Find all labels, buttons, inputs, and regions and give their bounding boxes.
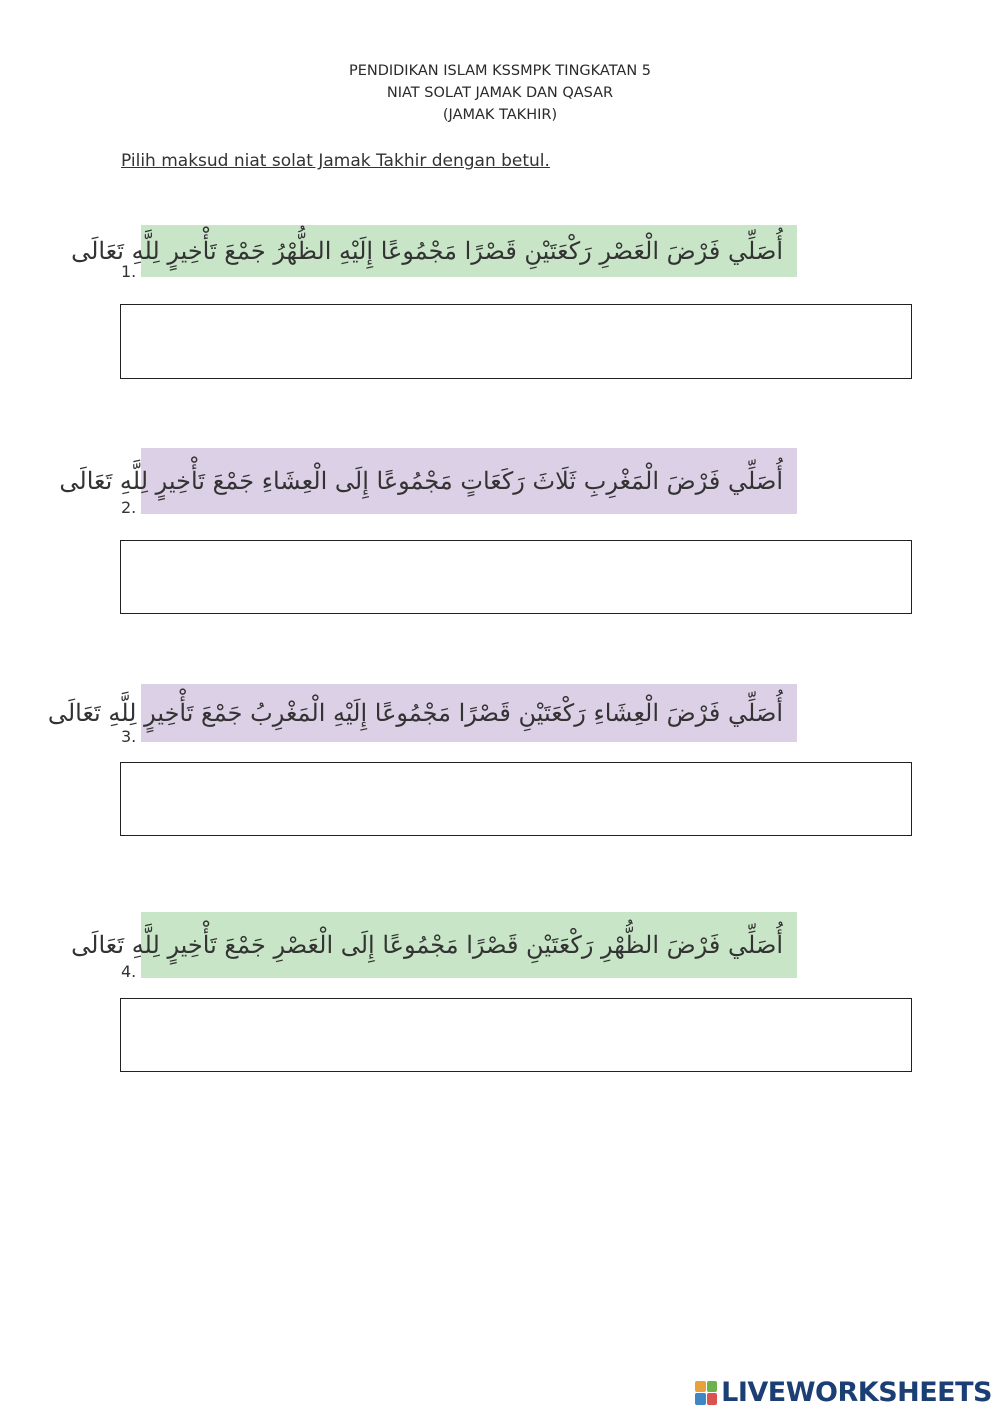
arabic-niat-banner-3: أُصَلِّي فَرْضَ الْعِشَاءِ رَكْعَتَيْنِ قَصْرًا مَجْمُوعًا إِلَيْهِ الْمَغْرِبُ جَمْعَ تَأْخِيرٍ لِلَّهِ تَعَالَى <box>141 684 797 742</box>
header-line-3: (JAMAK TAKHIR) <box>442 107 558 123</box>
question-number-3: 3. <box>121 727 137 746</box>
brand-name: LIVEWORKSHEETS <box>721 1377 992 1408</box>
header-line-2: NIAT SOLAT JAMAK DAN QASAR <box>386 85 614 101</box>
question-number-1: 1. <box>121 262 137 281</box>
question-number-2: 2. <box>121 498 137 517</box>
header-line-1: PENDIDIKAN ISLAM KSSMPK TINGKATAN 5 <box>348 63 652 79</box>
worksheet-header <box>0 60 1000 126</box>
arabic-niat-banner-2: أُصَلِّي فَرْضَ الْمَغْرِبِ ثَلَاثَ رَكَعَاتٍ مَجْمُوعًا إِلَى الْعِشَاءِ جَمْعَ تَأْخِيرٍ لِلَّهِ تَعَالَى <box>141 448 797 514</box>
answer-box-1[interactable] <box>120 304 912 379</box>
question-number-4: 4. <box>121 962 137 981</box>
liveworksheets-brand <box>695 1377 992 1408</box>
arabic-niat-banner-1: أُصَلِّي فَرْضَ الْعَصْرِ رَكْعَتَيْنِ قَصْرًا مَجْمُوعًا إِلَيْهِ الظُّهْرُ جَمْعَ تَأْخِيرٍ لِلَّهِ تَعَالَى <box>141 225 797 277</box>
answer-box-2[interactable] <box>120 540 912 614</box>
answer-box-3[interactable] <box>120 762 912 836</box>
arabic-niat-banner-4: أُصَلِّي فَرْضَ الظُّهْرِ رَكْعَتَيْنِ قَصْرًا مَجْمُوعًا إِلَى الْعَصْرِ جَمْعَ تَأْخِيرٍ لِلَّهِ تَعَالَى <box>141 912 797 978</box>
liveworksheets-logo-icon <box>695 1381 717 1405</box>
answer-box-4[interactable] <box>120 998 912 1072</box>
instruction-text: Pilih maksud niat solat Jamak Takhir dengan betul. <box>121 151 550 171</box>
